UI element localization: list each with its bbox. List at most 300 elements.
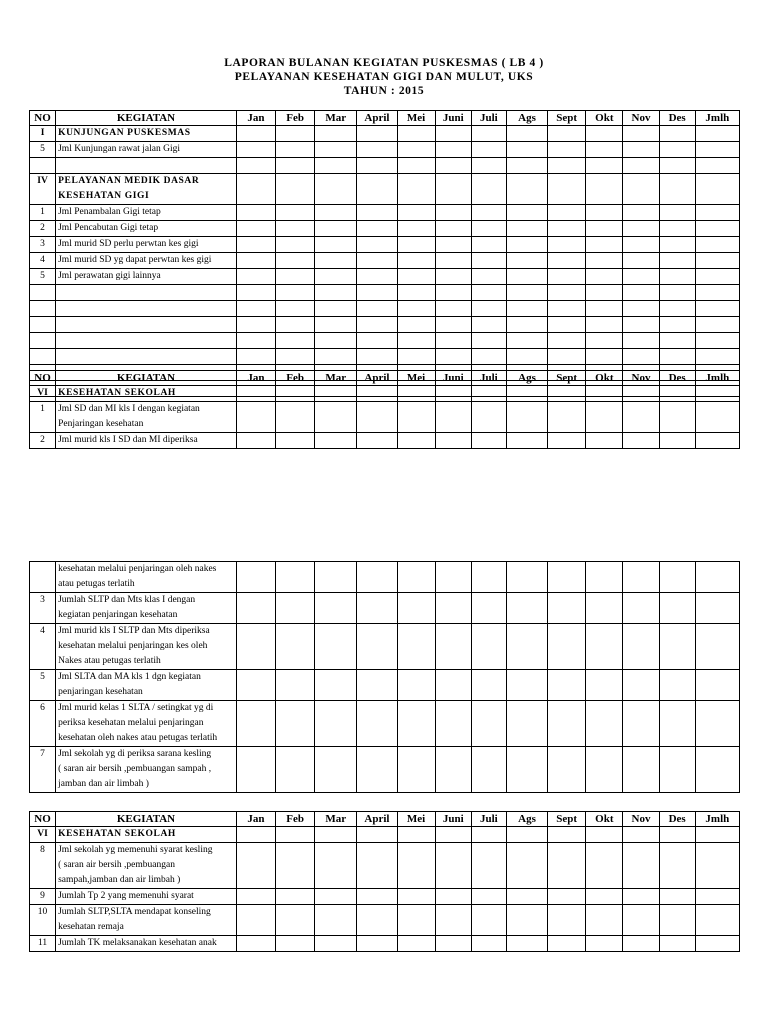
month-value-cell[interactable] bbox=[397, 269, 435, 285]
month-value-cell[interactable] bbox=[276, 433, 315, 449]
month-value-cell[interactable] bbox=[435, 386, 471, 402]
month-value-cell[interactable] bbox=[623, 386, 659, 402]
month-value-cell[interactable] bbox=[506, 301, 547, 317]
month-value-cell[interactable] bbox=[586, 402, 623, 433]
month-value-cell[interactable] bbox=[586, 317, 623, 333]
month-value-cell[interactable] bbox=[276, 701, 315, 747]
month-value-cell[interactable] bbox=[435, 670, 471, 701]
month-value-cell[interactable] bbox=[435, 349, 471, 365]
month-value-cell[interactable] bbox=[695, 333, 739, 349]
month-value-cell[interactable] bbox=[506, 593, 547, 624]
month-value-cell[interactable] bbox=[435, 843, 471, 889]
month-value-cell[interactable] bbox=[276, 670, 315, 701]
month-value-cell[interactable] bbox=[397, 205, 435, 221]
month-value-cell[interactable] bbox=[506, 158, 547, 174]
month-value-cell[interactable] bbox=[695, 593, 739, 624]
month-value-cell[interactable] bbox=[236, 142, 275, 158]
month-value-cell[interactable] bbox=[435, 402, 471, 433]
month-value-cell[interactable] bbox=[315, 402, 357, 433]
month-value-cell[interactable] bbox=[659, 701, 695, 747]
month-value-cell[interactable] bbox=[506, 701, 547, 747]
month-value-cell[interactable] bbox=[471, 237, 506, 253]
month-value-cell[interactable] bbox=[236, 433, 275, 449]
month-value-cell[interactable] bbox=[397, 386, 435, 402]
month-value-cell[interactable] bbox=[276, 205, 315, 221]
month-value-cell[interactable] bbox=[397, 333, 435, 349]
month-value-cell[interactable] bbox=[276, 936, 315, 952]
month-value-cell[interactable] bbox=[659, 936, 695, 952]
month-value-cell[interactable] bbox=[623, 126, 659, 142]
month-value-cell[interactable] bbox=[548, 221, 586, 237]
month-value-cell[interactable] bbox=[548, 269, 586, 285]
month-value-cell[interactable] bbox=[659, 205, 695, 221]
month-value-cell[interactable] bbox=[471, 301, 506, 317]
month-value-cell[interactable] bbox=[397, 253, 435, 269]
month-value-cell[interactable] bbox=[357, 333, 397, 349]
month-value-cell[interactable] bbox=[586, 936, 623, 952]
month-value-cell[interactable] bbox=[695, 253, 739, 269]
month-value-cell[interactable] bbox=[397, 433, 435, 449]
month-value-cell[interactable] bbox=[236, 301, 275, 317]
month-value-cell[interactable] bbox=[659, 158, 695, 174]
month-value-cell[interactable] bbox=[471, 174, 506, 205]
month-value-cell[interactable] bbox=[506, 843, 547, 889]
month-value-cell[interactable] bbox=[695, 402, 739, 433]
month-value-cell[interactable] bbox=[397, 158, 435, 174]
month-value-cell[interactable] bbox=[586, 433, 623, 449]
month-value-cell[interactable] bbox=[659, 142, 695, 158]
month-value-cell[interactable] bbox=[236, 670, 275, 701]
month-value-cell[interactable] bbox=[276, 827, 315, 843]
month-value-cell[interactable] bbox=[586, 285, 623, 301]
month-value-cell[interactable] bbox=[586, 333, 623, 349]
month-value-cell[interactable] bbox=[548, 827, 586, 843]
month-value-cell[interactable] bbox=[276, 402, 315, 433]
month-value-cell[interactable] bbox=[276, 301, 315, 317]
month-value-cell[interactable] bbox=[623, 843, 659, 889]
month-value-cell[interactable] bbox=[315, 333, 357, 349]
month-value-cell[interactable] bbox=[357, 142, 397, 158]
month-value-cell[interactable] bbox=[357, 158, 397, 174]
month-value-cell[interactable] bbox=[548, 333, 586, 349]
month-value-cell[interactable] bbox=[695, 843, 739, 889]
month-value-cell[interactable] bbox=[397, 747, 435, 793]
month-value-cell[interactable] bbox=[276, 221, 315, 237]
month-value-cell[interactable] bbox=[357, 285, 397, 301]
month-value-cell[interactable] bbox=[397, 827, 435, 843]
month-value-cell[interactable] bbox=[471, 333, 506, 349]
month-value-cell[interactable] bbox=[471, 269, 506, 285]
month-value-cell[interactable] bbox=[586, 747, 623, 793]
month-value-cell[interactable] bbox=[586, 142, 623, 158]
month-value-cell[interactable] bbox=[471, 317, 506, 333]
month-value-cell[interactable] bbox=[357, 301, 397, 317]
month-value-cell[interactable] bbox=[659, 889, 695, 905]
month-value-cell[interactable] bbox=[435, 205, 471, 221]
month-value-cell[interactable] bbox=[659, 317, 695, 333]
month-value-cell[interactable] bbox=[357, 237, 397, 253]
month-value-cell[interactable] bbox=[695, 349, 739, 365]
month-value-cell[interactable] bbox=[695, 221, 739, 237]
month-value-cell[interactable] bbox=[586, 126, 623, 142]
month-value-cell[interactable] bbox=[397, 562, 435, 593]
month-value-cell[interactable] bbox=[397, 936, 435, 952]
month-value-cell[interactable] bbox=[471, 593, 506, 624]
month-value-cell[interactable] bbox=[276, 174, 315, 205]
month-value-cell[interactable] bbox=[659, 269, 695, 285]
month-value-cell[interactable] bbox=[659, 285, 695, 301]
month-value-cell[interactable] bbox=[548, 624, 586, 670]
month-value-cell[interactable] bbox=[506, 126, 547, 142]
month-value-cell[interactable] bbox=[506, 349, 547, 365]
month-value-cell[interactable] bbox=[357, 747, 397, 793]
month-value-cell[interactable] bbox=[548, 670, 586, 701]
month-value-cell[interactable] bbox=[586, 562, 623, 593]
month-value-cell[interactable] bbox=[548, 301, 586, 317]
month-value-cell[interactable] bbox=[315, 624, 357, 670]
month-value-cell[interactable] bbox=[623, 158, 659, 174]
month-value-cell[interactable] bbox=[236, 174, 275, 205]
month-value-cell[interactable] bbox=[435, 317, 471, 333]
month-value-cell[interactable] bbox=[695, 126, 739, 142]
month-value-cell[interactable] bbox=[435, 747, 471, 793]
month-value-cell[interactable] bbox=[236, 936, 275, 952]
month-value-cell[interactable] bbox=[586, 905, 623, 936]
month-value-cell[interactable] bbox=[548, 402, 586, 433]
month-value-cell[interactable] bbox=[471, 747, 506, 793]
month-value-cell[interactable] bbox=[397, 142, 435, 158]
month-value-cell[interactable] bbox=[471, 624, 506, 670]
month-value-cell[interactable] bbox=[435, 221, 471, 237]
month-value-cell[interactable] bbox=[623, 562, 659, 593]
month-value-cell[interactable] bbox=[315, 349, 357, 365]
month-value-cell[interactable] bbox=[548, 843, 586, 889]
month-value-cell[interactable] bbox=[471, 701, 506, 747]
month-value-cell[interactable] bbox=[357, 205, 397, 221]
month-value-cell[interactable] bbox=[397, 593, 435, 624]
month-value-cell[interactable] bbox=[315, 142, 357, 158]
month-value-cell[interactable] bbox=[695, 301, 739, 317]
month-value-cell[interactable] bbox=[397, 905, 435, 936]
month-value-cell[interactable] bbox=[548, 237, 586, 253]
month-value-cell[interactable] bbox=[659, 253, 695, 269]
month-value-cell[interactable] bbox=[435, 624, 471, 670]
month-value-cell[interactable] bbox=[276, 269, 315, 285]
month-value-cell[interactable] bbox=[695, 889, 739, 905]
month-value-cell[interactable] bbox=[548, 889, 586, 905]
month-value-cell[interactable] bbox=[435, 126, 471, 142]
month-value-cell[interactable] bbox=[315, 936, 357, 952]
month-value-cell[interactable] bbox=[315, 126, 357, 142]
month-value-cell[interactable] bbox=[506, 237, 547, 253]
month-value-cell[interactable] bbox=[471, 349, 506, 365]
month-value-cell[interactable] bbox=[586, 269, 623, 285]
month-value-cell[interactable] bbox=[357, 562, 397, 593]
month-value-cell[interactable] bbox=[586, 174, 623, 205]
month-value-cell[interactable] bbox=[397, 843, 435, 889]
month-value-cell[interactable] bbox=[397, 889, 435, 905]
month-value-cell[interactable] bbox=[315, 253, 357, 269]
month-value-cell[interactable] bbox=[659, 670, 695, 701]
month-value-cell[interactable] bbox=[471, 158, 506, 174]
month-value-cell[interactable] bbox=[471, 433, 506, 449]
month-value-cell[interactable] bbox=[659, 221, 695, 237]
month-value-cell[interactable] bbox=[548, 349, 586, 365]
month-value-cell[interactable] bbox=[276, 253, 315, 269]
month-value-cell[interactable] bbox=[623, 593, 659, 624]
month-value-cell[interactable] bbox=[435, 269, 471, 285]
month-value-cell[interactable] bbox=[623, 269, 659, 285]
month-value-cell[interactable] bbox=[506, 174, 547, 205]
month-value-cell[interactable] bbox=[315, 843, 357, 889]
month-value-cell[interactable] bbox=[586, 221, 623, 237]
month-value-cell[interactable] bbox=[548, 142, 586, 158]
month-value-cell[interactable] bbox=[548, 701, 586, 747]
month-value-cell[interactable] bbox=[659, 386, 695, 402]
month-value-cell[interactable] bbox=[471, 827, 506, 843]
month-value-cell[interactable] bbox=[586, 158, 623, 174]
month-value-cell[interactable] bbox=[695, 317, 739, 333]
month-value-cell[interactable] bbox=[236, 889, 275, 905]
month-value-cell[interactable] bbox=[315, 670, 357, 701]
month-value-cell[interactable] bbox=[695, 562, 739, 593]
month-value-cell[interactable] bbox=[357, 386, 397, 402]
month-value-cell[interactable] bbox=[276, 843, 315, 889]
month-value-cell[interactable] bbox=[623, 402, 659, 433]
month-value-cell[interactable] bbox=[276, 905, 315, 936]
month-value-cell[interactable] bbox=[236, 593, 275, 624]
month-value-cell[interactable] bbox=[506, 433, 547, 449]
month-value-cell[interactable] bbox=[357, 253, 397, 269]
month-value-cell[interactable] bbox=[276, 562, 315, 593]
month-value-cell[interactable] bbox=[315, 433, 357, 449]
month-value-cell[interactable] bbox=[357, 593, 397, 624]
month-value-cell[interactable] bbox=[548, 386, 586, 402]
month-value-cell[interactable] bbox=[623, 237, 659, 253]
month-value-cell[interactable] bbox=[397, 402, 435, 433]
month-value-cell[interactable] bbox=[276, 285, 315, 301]
month-value-cell[interactable] bbox=[236, 333, 275, 349]
month-value-cell[interactable] bbox=[357, 701, 397, 747]
month-value-cell[interactable] bbox=[695, 158, 739, 174]
month-value-cell[interactable] bbox=[435, 285, 471, 301]
month-value-cell[interactable] bbox=[471, 843, 506, 889]
month-value-cell[interactable] bbox=[435, 562, 471, 593]
month-value-cell[interactable] bbox=[548, 174, 586, 205]
month-value-cell[interactable] bbox=[506, 253, 547, 269]
month-value-cell[interactable] bbox=[695, 205, 739, 221]
month-value-cell[interactable] bbox=[471, 221, 506, 237]
month-value-cell[interactable] bbox=[695, 905, 739, 936]
month-value-cell[interactable] bbox=[695, 285, 739, 301]
month-value-cell[interactable] bbox=[435, 936, 471, 952]
month-value-cell[interactable] bbox=[506, 317, 547, 333]
month-value-cell[interactable] bbox=[586, 593, 623, 624]
month-value-cell[interactable] bbox=[695, 936, 739, 952]
month-value-cell[interactable] bbox=[357, 174, 397, 205]
month-value-cell[interactable] bbox=[236, 269, 275, 285]
month-value-cell[interactable] bbox=[397, 237, 435, 253]
month-value-cell[interactable] bbox=[695, 386, 739, 402]
month-value-cell[interactable] bbox=[695, 624, 739, 670]
month-value-cell[interactable] bbox=[548, 253, 586, 269]
month-value-cell[interactable] bbox=[548, 905, 586, 936]
month-value-cell[interactable] bbox=[586, 843, 623, 889]
month-value-cell[interactable] bbox=[695, 433, 739, 449]
month-value-cell[interactable] bbox=[315, 158, 357, 174]
month-value-cell[interactable] bbox=[357, 670, 397, 701]
month-value-cell[interactable] bbox=[623, 433, 659, 449]
month-value-cell[interactable] bbox=[357, 221, 397, 237]
month-value-cell[interactable] bbox=[623, 670, 659, 701]
month-value-cell[interactable] bbox=[548, 126, 586, 142]
month-value-cell[interactable] bbox=[586, 205, 623, 221]
month-value-cell[interactable] bbox=[623, 624, 659, 670]
month-value-cell[interactable] bbox=[236, 253, 275, 269]
month-value-cell[interactable] bbox=[659, 237, 695, 253]
month-value-cell[interactable] bbox=[435, 433, 471, 449]
month-value-cell[interactable] bbox=[397, 221, 435, 237]
month-value-cell[interactable] bbox=[623, 747, 659, 793]
month-value-cell[interactable] bbox=[471, 205, 506, 221]
month-value-cell[interactable] bbox=[506, 747, 547, 793]
month-value-cell[interactable] bbox=[548, 158, 586, 174]
month-value-cell[interactable] bbox=[357, 843, 397, 889]
month-value-cell[interactable] bbox=[659, 747, 695, 793]
month-value-cell[interactable] bbox=[435, 701, 471, 747]
month-value-cell[interactable] bbox=[548, 433, 586, 449]
month-value-cell[interactable] bbox=[548, 747, 586, 793]
month-value-cell[interactable] bbox=[315, 701, 357, 747]
month-value-cell[interactable] bbox=[548, 317, 586, 333]
month-value-cell[interactable] bbox=[548, 562, 586, 593]
month-value-cell[interactable] bbox=[471, 670, 506, 701]
month-value-cell[interactable] bbox=[471, 142, 506, 158]
month-value-cell[interactable] bbox=[623, 221, 659, 237]
month-value-cell[interactable] bbox=[357, 905, 397, 936]
month-value-cell[interactable] bbox=[276, 889, 315, 905]
month-value-cell[interactable] bbox=[435, 889, 471, 905]
month-value-cell[interactable] bbox=[586, 889, 623, 905]
month-value-cell[interactable] bbox=[623, 174, 659, 205]
month-value-cell[interactable] bbox=[506, 386, 547, 402]
month-value-cell[interactable] bbox=[623, 142, 659, 158]
month-value-cell[interactable] bbox=[506, 624, 547, 670]
month-value-cell[interactable] bbox=[586, 827, 623, 843]
month-value-cell[interactable] bbox=[315, 221, 357, 237]
month-value-cell[interactable] bbox=[623, 889, 659, 905]
month-value-cell[interactable] bbox=[276, 333, 315, 349]
month-value-cell[interactable] bbox=[357, 433, 397, 449]
month-value-cell[interactable] bbox=[471, 126, 506, 142]
month-value-cell[interactable] bbox=[236, 562, 275, 593]
month-value-cell[interactable] bbox=[236, 843, 275, 889]
month-value-cell[interactable] bbox=[506, 402, 547, 433]
month-value-cell[interactable] bbox=[397, 285, 435, 301]
month-value-cell[interactable] bbox=[506, 936, 547, 952]
month-value-cell[interactable] bbox=[586, 386, 623, 402]
month-value-cell[interactable] bbox=[315, 747, 357, 793]
month-value-cell[interactable] bbox=[315, 905, 357, 936]
month-value-cell[interactable] bbox=[236, 827, 275, 843]
month-value-cell[interactable] bbox=[506, 827, 547, 843]
month-value-cell[interactable] bbox=[276, 349, 315, 365]
month-value-cell[interactable] bbox=[397, 317, 435, 333]
month-value-cell[interactable] bbox=[623, 253, 659, 269]
month-value-cell[interactable] bbox=[659, 905, 695, 936]
month-value-cell[interactable] bbox=[435, 142, 471, 158]
month-value-cell[interactable] bbox=[659, 126, 695, 142]
month-value-cell[interactable] bbox=[659, 433, 695, 449]
month-value-cell[interactable] bbox=[623, 936, 659, 952]
month-value-cell[interactable] bbox=[695, 174, 739, 205]
month-value-cell[interactable] bbox=[315, 593, 357, 624]
month-value-cell[interactable] bbox=[659, 301, 695, 317]
month-value-cell[interactable] bbox=[397, 701, 435, 747]
month-value-cell[interactable] bbox=[435, 905, 471, 936]
month-value-cell[interactable] bbox=[623, 333, 659, 349]
month-value-cell[interactable] bbox=[623, 205, 659, 221]
month-value-cell[interactable] bbox=[276, 158, 315, 174]
month-value-cell[interactable] bbox=[506, 285, 547, 301]
month-value-cell[interactable] bbox=[659, 349, 695, 365]
month-value-cell[interactable] bbox=[236, 624, 275, 670]
month-value-cell[interactable] bbox=[236, 237, 275, 253]
month-value-cell[interactable] bbox=[315, 301, 357, 317]
month-value-cell[interactable] bbox=[357, 827, 397, 843]
month-value-cell[interactable] bbox=[357, 349, 397, 365]
month-value-cell[interactable] bbox=[276, 624, 315, 670]
month-value-cell[interactable] bbox=[435, 593, 471, 624]
month-value-cell[interactable] bbox=[586, 624, 623, 670]
month-value-cell[interactable] bbox=[695, 237, 739, 253]
month-value-cell[interactable] bbox=[548, 205, 586, 221]
month-value-cell[interactable] bbox=[236, 317, 275, 333]
month-value-cell[interactable] bbox=[506, 269, 547, 285]
month-value-cell[interactable] bbox=[236, 349, 275, 365]
month-value-cell[interactable] bbox=[659, 333, 695, 349]
month-value-cell[interactable] bbox=[623, 317, 659, 333]
month-value-cell[interactable] bbox=[659, 593, 695, 624]
month-value-cell[interactable] bbox=[357, 402, 397, 433]
month-value-cell[interactable] bbox=[276, 593, 315, 624]
month-value-cell[interactable] bbox=[471, 402, 506, 433]
month-value-cell[interactable] bbox=[435, 158, 471, 174]
month-value-cell[interactable] bbox=[236, 285, 275, 301]
month-value-cell[interactable] bbox=[236, 701, 275, 747]
month-value-cell[interactable] bbox=[357, 317, 397, 333]
month-value-cell[interactable] bbox=[623, 349, 659, 365]
month-value-cell[interactable] bbox=[586, 237, 623, 253]
month-value-cell[interactable] bbox=[659, 174, 695, 205]
month-value-cell[interactable] bbox=[435, 827, 471, 843]
month-value-cell[interactable] bbox=[315, 174, 357, 205]
month-value-cell[interactable] bbox=[506, 889, 547, 905]
month-value-cell[interactable] bbox=[236, 905, 275, 936]
month-value-cell[interactable] bbox=[659, 624, 695, 670]
month-value-cell[interactable] bbox=[471, 936, 506, 952]
month-value-cell[interactable] bbox=[506, 333, 547, 349]
month-value-cell[interactable] bbox=[506, 670, 547, 701]
month-value-cell[interactable] bbox=[315, 562, 357, 593]
month-value-cell[interactable] bbox=[586, 349, 623, 365]
month-value-cell[interactable] bbox=[315, 889, 357, 905]
month-value-cell[interactable] bbox=[659, 843, 695, 889]
month-value-cell[interactable] bbox=[315, 827, 357, 843]
month-value-cell[interactable] bbox=[236, 747, 275, 793]
month-value-cell[interactable] bbox=[695, 670, 739, 701]
month-value-cell[interactable] bbox=[435, 333, 471, 349]
